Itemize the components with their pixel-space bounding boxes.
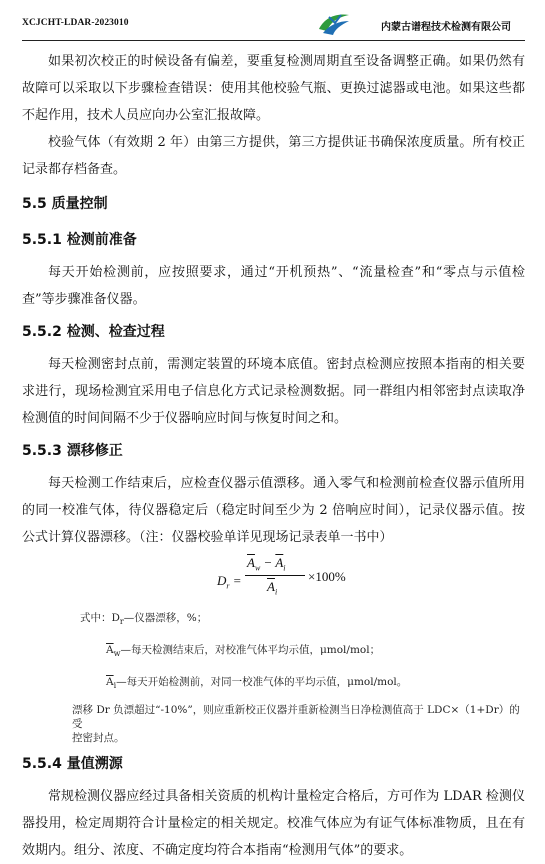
fraction-bar <box>245 575 305 576</box>
formula-note-dr: 式中：$D_r—$仪器漂移，%； <box>80 612 208 627</box>
drift-note: 漂移 Dr 负漂超过“-10%”，则应重新校正仪器并重新检测当日净检测值高于 LDC×（1+Dr）的受 控密封点。 <box>72 704 520 745</box>
formula-denominator: $\overline{A}_i$ <box>267 579 278 597</box>
formula-numerator: $\overline{A}_w - \overline{A}_i$ <box>247 555 286 573</box>
subsection-heading: 5.5.3 漂移修正 <box>22 443 123 459</box>
formula-multiplier: ×100% <box>308 569 346 584</box>
company-name: 内蒙古谱程技术检测有限公司 <box>381 22 511 33</box>
company-logo-icon <box>315 9 353 37</box>
paragraph: 每天检测工作结束后，应检查仪器示值漂移。通入零气和检测前检查仪器示值所用的同一校准气体，待仪器稳定后（稳定时间至少为 2 倍响应时间），记录仪器示值。按公式计算仪器漂移。（注：仪器校验单详见现场记录表单一书中） <box>22 476 525 545</box>
formula-lhs: $D_r$ = <box>217 573 242 591</box>
page-header <box>22 6 525 41</box>
document-code: XCJCHT-LDAR-2023010 <box>22 18 129 28</box>
section-heading: 5.5 质量控制 <box>22 196 108 212</box>
subsection-heading: 5.5.2 检测、检查过程 <box>22 324 165 340</box>
paragraph: 每天检测密封点前，需测定装置的环境本底值。密封点检测应按照本指南的相关要求进行，现场检测宜采用电子信息化方式记录检测数据。同一群组内相邻密封点读取净检测值的时间间隔不少于仪器响应时间与恢复时间之和。 <box>22 357 525 426</box>
subsection-heading: 5.5.4 量值溯源 <box>22 756 123 773</box>
drift-formula <box>22 555 525 611</box>
formula-note-aw: $\overline{A}_w—$每天检测结束后，对校准气体平均示值，μmol/mol； <box>106 644 381 659</box>
document-body <box>22 48 525 864</box>
paragraph: 如果初次校正的时候设备有偏差，要重复检测周期直至设备调整正确。如果仍然有故障可以采取以下步骤检查错误：使用其他校验气瓶、更换过滤器或电池。如果这些都不起作用，技术人员应向办公室汇报故障。 <box>22 54 525 123</box>
formula-note-ai: $\overline{A}_i—$每天开始检测前，对同一校准气体的平均示值，μmol/mol。 <box>106 676 408 691</box>
paragraph: 校验气体（有效期 2 年）由第三方提供，第三方提供证书确保浓度质量。所有校正记录都存档备查。 <box>22 135 525 177</box>
paragraph: 每天开始检测前，应按照要求，通过“开机预热”、“流量检查”和“零点与示值检查”等步骤准备仪器。 <box>22 265 525 307</box>
subsection-heading: 5.5.1 检测前准备 <box>22 232 137 248</box>
paragraph: 常规检测仪器应经过具备相关资质的机构计量检定合格后，方可作为 LDAR 检测仪器投用，检定周期符合计量检定的相关规定。校准气体应为有证气体标准物质，且在有效期内。组分、浓度、不确定度均符合本指南“检测用气体”的要求。 <box>22 789 525 859</box>
